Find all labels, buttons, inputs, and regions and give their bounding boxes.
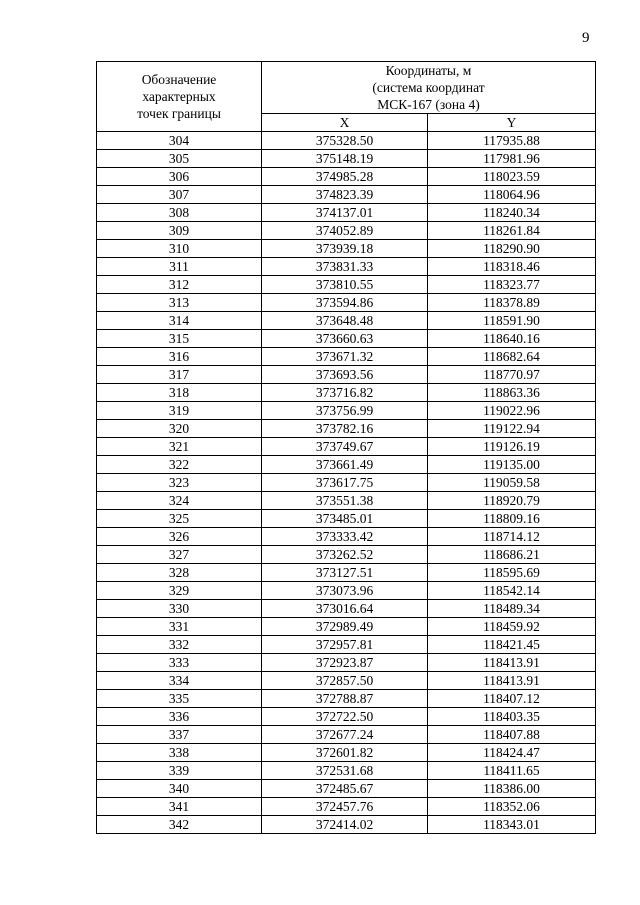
x-coordinate-cell: 373810.55	[262, 276, 428, 294]
y-coordinate-cell: 118640.16	[428, 330, 596, 348]
table-row	[97, 528, 596, 546]
point-cell: 310	[97, 240, 262, 258]
table-row	[97, 726, 596, 744]
table-row	[97, 276, 596, 294]
y-coordinate-cell: 118489.34	[428, 600, 596, 618]
point-cell: 333	[97, 654, 262, 672]
x-coordinate-cell: 372989.49	[262, 618, 428, 636]
point-cell: 330	[97, 600, 262, 618]
y-coordinate-cell: 119122.94	[428, 420, 596, 438]
point-cell: 331	[97, 618, 262, 636]
y-coordinate-cell: 117981.96	[428, 150, 596, 168]
y-coordinate-cell: 118459.92	[428, 618, 596, 636]
x-coordinate-cell: 373262.52	[262, 546, 428, 564]
table-row	[97, 384, 596, 402]
x-coordinate-cell: 374137.01	[262, 204, 428, 222]
table-row	[97, 312, 596, 330]
x-coordinate-cell: 374985.28	[262, 168, 428, 186]
point-cell: 321	[97, 438, 262, 456]
y-coordinate-cell: 118413.91	[428, 672, 596, 690]
y-coordinate-cell: 118863.36	[428, 384, 596, 402]
point-cell: 340	[97, 780, 262, 798]
x-coordinate-cell: 372677.24	[262, 726, 428, 744]
y-coordinate-cell: 118352.06	[428, 798, 596, 816]
y-coordinate-cell: 118290.90	[428, 240, 596, 258]
x-coordinate-cell: 372957.81	[262, 636, 428, 654]
y-coordinate-cell: 118240.34	[428, 204, 596, 222]
table-row	[97, 420, 596, 438]
y-coordinate-cell: 118378.89	[428, 294, 596, 312]
point-cell: 324	[97, 492, 262, 510]
y-coordinate-cell: 118343.01	[428, 816, 596, 834]
coords-header-line: МСК-167 (зона 4)	[377, 97, 480, 112]
point-cell: 332	[97, 636, 262, 654]
point-cell: 329	[97, 582, 262, 600]
point-cell: 309	[97, 222, 262, 240]
table-row	[97, 474, 596, 492]
y-coordinate-cell: 118403.35	[428, 708, 596, 726]
y-coordinate-cell: 118023.59	[428, 168, 596, 186]
point-designation-header	[97, 62, 262, 132]
y-coordinate-cell: 119059.58	[428, 474, 596, 492]
point-cell: 326	[97, 528, 262, 546]
x-coordinate-cell: 372788.87	[262, 690, 428, 708]
x-coordinate-cell: 372457.76	[262, 798, 428, 816]
point-cell: 306	[97, 168, 262, 186]
y-coordinate-cell: 118413.91	[428, 654, 596, 672]
x-coordinate-cell: 375328.50	[262, 132, 428, 150]
y-coordinate-cell: 119126.19	[428, 438, 596, 456]
y-coordinate-cell: 118686.21	[428, 546, 596, 564]
point-cell: 339	[97, 762, 262, 780]
point-cell: 336	[97, 708, 262, 726]
y-coordinate-cell: 119135.00	[428, 456, 596, 474]
point-cell: 311	[97, 258, 262, 276]
y-coordinate-cell: 118591.90	[428, 312, 596, 330]
y-coordinate-cell: 118595.69	[428, 564, 596, 582]
table-row	[97, 204, 596, 222]
table-row	[97, 510, 596, 528]
table-row	[97, 546, 596, 564]
x-coordinate-cell: 374052.89	[262, 222, 428, 240]
point-cell: 304	[97, 132, 262, 150]
table-row	[97, 690, 596, 708]
point-cell: 322	[97, 456, 262, 474]
table-row	[97, 618, 596, 636]
y-coordinate-cell: 118323.77	[428, 276, 596, 294]
x-coordinate-cell: 373617.75	[262, 474, 428, 492]
y-coordinate-cell: 118318.46	[428, 258, 596, 276]
x-coordinate-cell: 375148.19	[262, 150, 428, 168]
point-cell: 313	[97, 294, 262, 312]
coords-header-line: (система координат	[372, 80, 485, 95]
x-coordinate-cell: 373660.63	[262, 330, 428, 348]
table-row	[97, 258, 596, 276]
table-row	[97, 636, 596, 654]
y-coordinate-cell: 118261.84	[428, 222, 596, 240]
x-coordinate-cell: 373127.51	[262, 564, 428, 582]
point-cell: 316	[97, 348, 262, 366]
y-coordinate-cell: 118407.12	[428, 690, 596, 708]
point-cell: 338	[97, 744, 262, 762]
x-coordinate-cell: 373073.96	[262, 582, 428, 600]
table-row	[97, 798, 596, 816]
x-coordinate-cell: 373939.18	[262, 240, 428, 258]
x-coordinate-cell: 373716.82	[262, 384, 428, 402]
point-cell: 308	[97, 204, 262, 222]
x-coordinate-cell: 373648.48	[262, 312, 428, 330]
x-coordinate-cell: 372601.82	[262, 744, 428, 762]
table-row	[97, 564, 596, 582]
point-cell: 320	[97, 420, 262, 438]
table-row	[97, 240, 596, 258]
coordinates-table	[96, 61, 596, 834]
table-row	[97, 366, 596, 384]
y-column-header: Y	[428, 114, 596, 132]
x-coordinate-cell: 373485.01	[262, 510, 428, 528]
point-cell: 325	[97, 510, 262, 528]
point-cell: 317	[97, 366, 262, 384]
x-coordinate-cell: 373671.32	[262, 348, 428, 366]
table-row	[97, 132, 596, 150]
point-cell: 305	[97, 150, 262, 168]
point-cell: 314	[97, 312, 262, 330]
x-coordinate-cell: 373333.42	[262, 528, 428, 546]
point-header-line: точек границы	[137, 106, 221, 121]
table-row	[97, 744, 596, 762]
point-cell: 319	[97, 402, 262, 420]
table-row	[97, 222, 596, 240]
table-row	[97, 582, 596, 600]
table-row	[97, 330, 596, 348]
y-coordinate-cell: 119022.96	[428, 402, 596, 420]
table-row	[97, 348, 596, 366]
y-coordinate-cell: 118424.47	[428, 744, 596, 762]
x-coordinate-cell: 373661.49	[262, 456, 428, 474]
point-cell: 315	[97, 330, 262, 348]
table-row	[97, 708, 596, 726]
point-cell: 342	[97, 816, 262, 834]
point-cell: 312	[97, 276, 262, 294]
point-cell: 335	[97, 690, 262, 708]
x-coordinate-cell: 373693.56	[262, 366, 428, 384]
table-row	[97, 168, 596, 186]
coordinates-header	[262, 62, 596, 114]
point-header-line: характерных	[142, 89, 216, 104]
table-row	[97, 402, 596, 420]
point-cell: 307	[97, 186, 262, 204]
table-row	[97, 672, 596, 690]
table-row	[97, 816, 596, 834]
table-row	[97, 456, 596, 474]
x-coordinate-cell: 372857.50	[262, 672, 428, 690]
page-number: 9	[582, 30, 590, 46]
point-cell: 327	[97, 546, 262, 564]
y-coordinate-cell: 118421.45	[428, 636, 596, 654]
x-coordinate-cell: 373749.67	[262, 438, 428, 456]
point-cell: 323	[97, 474, 262, 492]
x-coordinate-cell: 374823.39	[262, 186, 428, 204]
x-column-header: X	[262, 114, 428, 132]
point-cell: 318	[97, 384, 262, 402]
y-coordinate-cell: 118714.12	[428, 528, 596, 546]
x-coordinate-cell: 372722.50	[262, 708, 428, 726]
point-cell: 328	[97, 564, 262, 582]
x-coordinate-cell: 373016.64	[262, 600, 428, 618]
point-cell: 334	[97, 672, 262, 690]
x-coordinate-cell: 373594.86	[262, 294, 428, 312]
y-coordinate-cell: 118064.96	[428, 186, 596, 204]
point-cell: 337	[97, 726, 262, 744]
y-coordinate-cell: 118411.65	[428, 762, 596, 780]
table-row	[97, 150, 596, 168]
x-coordinate-cell: 372414.02	[262, 816, 428, 834]
table-row	[97, 600, 596, 618]
table-row	[97, 492, 596, 510]
y-coordinate-cell: 118770.97	[428, 366, 596, 384]
table-row	[97, 438, 596, 456]
coords-header-line: Координаты, м	[385, 63, 472, 78]
y-coordinate-cell: 118920.79	[428, 492, 596, 510]
x-coordinate-cell: 373782.16	[262, 420, 428, 438]
point-header-line: Обозначение	[141, 72, 217, 87]
x-coordinate-cell: 373831.33	[262, 258, 428, 276]
table-row	[97, 780, 596, 798]
x-coordinate-cell: 372485.67	[262, 780, 428, 798]
table-row	[97, 762, 596, 780]
y-coordinate-cell: 117935.88	[428, 132, 596, 150]
table-row	[97, 294, 596, 312]
x-coordinate-cell: 372531.68	[262, 762, 428, 780]
x-coordinate-cell: 373756.99	[262, 402, 428, 420]
x-coordinate-cell: 373551.38	[262, 492, 428, 510]
y-coordinate-cell: 118386.00	[428, 780, 596, 798]
y-coordinate-cell: 118542.14	[428, 582, 596, 600]
table-row	[97, 654, 596, 672]
x-coordinate-cell: 372923.87	[262, 654, 428, 672]
y-coordinate-cell: 118682.64	[428, 348, 596, 366]
y-coordinate-cell: 118809.16	[428, 510, 596, 528]
table-row	[97, 186, 596, 204]
point-cell: 341	[97, 798, 262, 816]
y-coordinate-cell: 118407.88	[428, 726, 596, 744]
